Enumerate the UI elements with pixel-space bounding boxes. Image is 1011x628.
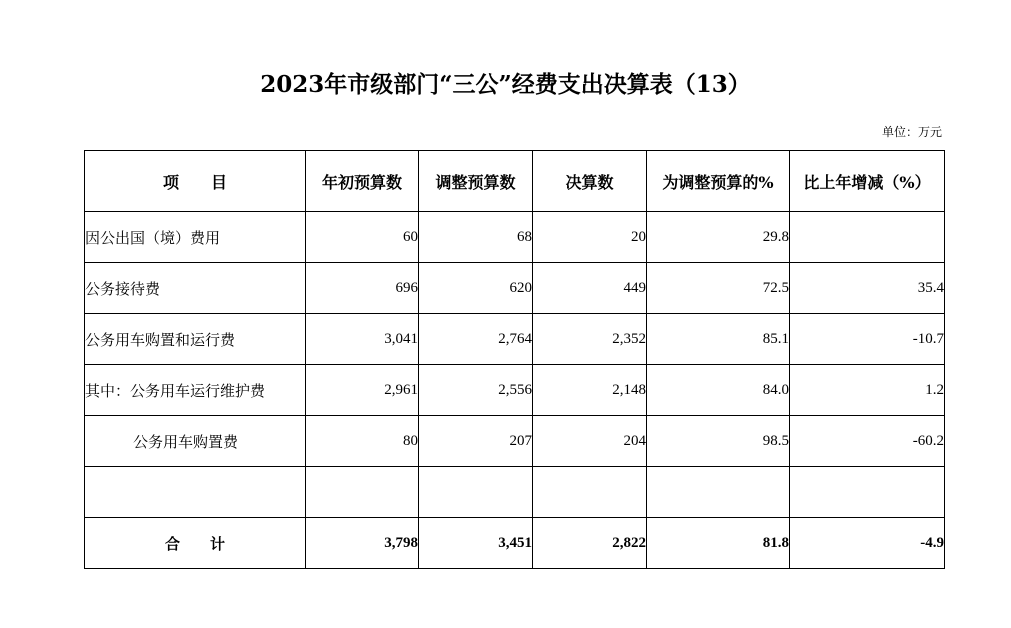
- cell-final-accounts: [533, 467, 647, 518]
- cell-adjusted-budget: 2,556: [419, 365, 533, 416]
- row-name: 公务接待费: [85, 263, 306, 314]
- cell-change-vs-last-year: 1.2: [790, 365, 945, 416]
- cell-adjusted-budget: 68: [419, 212, 533, 263]
- cell-initial-budget: 3,041: [306, 314, 419, 365]
- table-header-row: [85, 151, 945, 212]
- table-row: [85, 365, 945, 416]
- cell-final-accounts: 2,352: [533, 314, 647, 365]
- total-initial-budget: 3,798: [306, 518, 419, 569]
- cell-percent-of-adjusted: 72.5: [647, 263, 790, 314]
- total-adjusted-budget: 3,451: [419, 518, 533, 569]
- cell-percent-of-adjusted: [647, 467, 790, 518]
- cell-percent-of-adjusted: 29.8: [647, 212, 790, 263]
- table-total-row: [85, 518, 945, 569]
- cell-percent-of-adjusted: 98.5: [647, 416, 790, 467]
- total-percent-of-adjusted: 81.8: [647, 518, 790, 569]
- cell-percent-of-adjusted: 84.0: [647, 365, 790, 416]
- table-row: [85, 416, 945, 467]
- cell-change-vs-last-year: -60.2: [790, 416, 945, 467]
- cell-initial-budget: 2,961: [306, 365, 419, 416]
- total-final-accounts: 2,822: [533, 518, 647, 569]
- header-percent-of-adjusted: 为调整预算的%: [647, 151, 790, 212]
- cell-initial-budget: 60: [306, 212, 419, 263]
- row-name: 其中：公务用车运行维护费: [85, 365, 306, 416]
- cell-initial-budget: 80: [306, 416, 419, 467]
- cell-percent-of-adjusted: 85.1: [647, 314, 790, 365]
- cell-adjusted-budget: [419, 467, 533, 518]
- cell-final-accounts: 2,148: [533, 365, 647, 416]
- total-change-vs-last-year: -4.9: [790, 518, 945, 569]
- cell-change-vs-last-year: [790, 212, 945, 263]
- cell-initial-budget: 696: [306, 263, 419, 314]
- header-item: 项 目: [85, 151, 306, 212]
- header-adjusted-budget: 调整预算数: [419, 151, 533, 212]
- expenditure-table: [84, 150, 945, 569]
- unit-label: 单位：万元: [881, 125, 942, 139]
- page-title: 2023年市级部门“三公”经费支出决算表（13）: [260, 71, 751, 98]
- cell-final-accounts: 204: [533, 416, 647, 467]
- header-initial-budget: 年初预算数: [306, 151, 419, 212]
- row-name: 因公出国（境）费用: [85, 212, 306, 263]
- header-final-accounts: 决算数: [533, 151, 647, 212]
- cell-adjusted-budget: 620: [419, 263, 533, 314]
- cell-final-accounts: 20: [533, 212, 647, 263]
- row-name: 公务用车购置费: [85, 416, 306, 467]
- table-row: [85, 263, 945, 314]
- row-name: [85, 467, 306, 518]
- cell-final-accounts: 449: [533, 263, 647, 314]
- cell-change-vs-last-year: [790, 467, 945, 518]
- header-change-vs-last-year: 比上年增减（%）: [790, 151, 945, 212]
- cell-initial-budget: [306, 467, 419, 518]
- cell-adjusted-budget: 207: [419, 416, 533, 467]
- row-name: 公务用车购置和运行费: [85, 314, 306, 365]
- table-row-empty: [85, 467, 945, 518]
- cell-change-vs-last-year: -10.7: [790, 314, 945, 365]
- total-label: 合 计: [85, 518, 306, 569]
- cell-change-vs-last-year: 35.4: [790, 263, 945, 314]
- table-row: [85, 314, 945, 365]
- cell-adjusted-budget: 2,764: [419, 314, 533, 365]
- table-row: [85, 212, 945, 263]
